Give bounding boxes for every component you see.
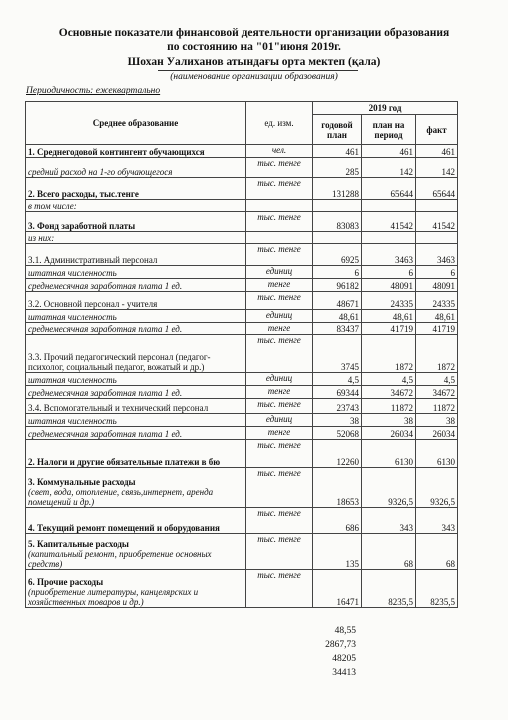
row-annual-plan: 285 — [313, 158, 362, 178]
row-label — [26, 279, 246, 292]
row-label-text: штатная численность — [28, 375, 117, 385]
footer-number: 2867,73 — [325, 640, 356, 650]
row-unit: единиц — [246, 373, 313, 386]
row-fact: 4,5 — [416, 373, 458, 386]
row-label — [26, 414, 246, 427]
row-annual-plan: 6925 — [313, 244, 362, 266]
row-annual-plan: 12260 — [313, 440, 362, 468]
row-fact: 343 — [416, 508, 458, 534]
row-period-plan: 343 — [362, 508, 416, 534]
report-title-line1: Основные показатели финансовой деятельности организации образования — [58, 27, 450, 39]
table-row — [26, 178, 458, 200]
row-period-plan: 1872 — [362, 335, 416, 373]
row-period-plan: 34672 — [362, 386, 416, 399]
row-fact: 6 — [416, 266, 458, 279]
row-fact: 9326,5 — [416, 468, 458, 508]
row-fact: 65644 — [416, 178, 458, 200]
organization-name: Шохан Уалиханов атындағы орта мектеп (қала) — [127, 56, 381, 68]
header-year: 2019 год — [313, 102, 458, 115]
row-annual-plan: 18653 — [313, 468, 362, 508]
row-label — [26, 335, 246, 373]
row-unit: тыс. тенге — [246, 292, 313, 310]
table-row — [26, 386, 458, 399]
table-row — [26, 323, 458, 335]
periodicity: Периодичность: ежеквартально — [26, 86, 161, 96]
row-label — [26, 468, 246, 508]
table-row — [26, 279, 458, 292]
row-fact — [416, 200, 458, 212]
row-period-plan: 6130 — [362, 440, 416, 468]
row-period-plan: 142 — [362, 158, 416, 178]
table-body — [26, 145, 458, 608]
row-label-text: штатная численность — [28, 268, 117, 278]
row-annual-plan: 3745 — [313, 335, 362, 373]
row-period-plan: 4,5 — [362, 373, 416, 386]
row-unit: тыс. тенге — [246, 508, 313, 534]
table-row — [26, 440, 458, 468]
row-label — [26, 373, 246, 386]
table-row — [26, 212, 458, 232]
row-fact: 142 — [416, 158, 458, 178]
row-period-plan: 11872 — [362, 399, 416, 414]
row-label — [26, 266, 246, 279]
row-period-plan: 41542 — [362, 212, 416, 232]
row-label-text: 3. Фонд заработной платы — [28, 221, 136, 231]
row-period-plan: 6 — [362, 266, 416, 279]
row-label — [26, 440, 246, 468]
row-fact: 8235,5 — [416, 570, 458, 608]
row-label — [26, 399, 246, 414]
row-unit: тыс. тенге — [246, 212, 313, 232]
row-annual-plan — [313, 232, 362, 244]
row-label-text: 3. Коммунальные расходы — [28, 477, 136, 487]
row-label — [26, 244, 246, 266]
row-unit: тыс. тенге — [246, 399, 313, 414]
row-annual-plan: 52068 — [313, 427, 362, 440]
row-annual-plan: 686 — [313, 508, 362, 534]
table-row — [26, 427, 458, 440]
row-label — [26, 200, 246, 212]
table-row — [26, 414, 458, 427]
row-fact: 26034 — [416, 427, 458, 440]
row-period-plan: 41719 — [362, 323, 416, 335]
row-label-text: 3.3. Прочий педагогический персонал (педагог-психолог, социальный педагог, вожатый и др.) — [28, 352, 211, 372]
header-annual-plan: годовой план — [313, 115, 362, 145]
row-fact: 34672 — [416, 386, 458, 399]
row-period-plan: 9326,5 — [362, 468, 416, 508]
row-period-plan: 461 — [362, 145, 416, 158]
header-name: Среднее образование — [26, 102, 246, 145]
row-fact: 11872 — [416, 399, 458, 414]
row-label — [26, 212, 246, 232]
table-row — [26, 399, 458, 414]
table-row — [26, 266, 458, 279]
row-annual-plan: 38 — [313, 414, 362, 427]
table-row — [26, 158, 458, 178]
row-period-plan — [362, 232, 416, 244]
row-label-text: средний расход на 1-го обучающегося — [28, 167, 173, 177]
row-period-plan: 65644 — [362, 178, 416, 200]
row-fact: 41719 — [416, 323, 458, 335]
row-label-text: 1. Среднегодовой контингент обучающихся — [28, 147, 205, 157]
row-label-text: среднемесячная заработная плата 1 ед. — [28, 281, 183, 291]
row-unit: тенге — [246, 386, 313, 399]
row-unit: тыс. тенге — [246, 244, 313, 266]
row-unit: тыс. тенге — [246, 440, 313, 468]
row-fact: 24335 — [416, 292, 458, 310]
row-label — [26, 323, 246, 335]
header-period-plan: план на период — [362, 115, 416, 145]
row-fact: 48091 — [416, 279, 458, 292]
row-label-text: среднемесячная заработная плата 1 ед. — [28, 324, 183, 334]
row-annual-plan: 6 — [313, 266, 362, 279]
row-fact: 461 — [416, 145, 458, 158]
table-row — [26, 200, 458, 212]
row-unit: единиц — [246, 266, 313, 279]
table-row — [26, 292, 458, 310]
row-unit — [246, 232, 313, 244]
row-annual-plan: 69344 — [313, 386, 362, 399]
row-unit: тыс. тенге — [246, 570, 313, 608]
table-row — [26, 244, 458, 266]
header-fact: факт — [416, 115, 458, 145]
row-fact — [416, 232, 458, 244]
row-unit: тыс. тенге — [246, 335, 313, 373]
row-fact: 6130 — [416, 440, 458, 468]
row-unit: чел. — [246, 145, 313, 158]
report-title-date: по состоянию на "01"июня 2019г. — [167, 41, 341, 53]
row-label-text: 4. Текущий ремонт помещений и оборудования — [28, 523, 220, 533]
row-fact: 38 — [416, 414, 458, 427]
row-unit — [246, 200, 313, 212]
row-fact: 1872 — [416, 335, 458, 373]
row-label — [26, 178, 246, 200]
row-label — [26, 570, 246, 608]
header-unit: ед. изм. — [246, 102, 313, 145]
row-label — [26, 310, 246, 323]
table-row — [26, 310, 458, 323]
row-unit: тенге — [246, 279, 313, 292]
row-label-text: из них: — [28, 233, 55, 243]
row-period-plan: 24335 — [362, 292, 416, 310]
row-label — [26, 386, 246, 399]
row-label-note: (капитальный ремонт, приобретение основных средств) — [28, 549, 212, 569]
row-period-plan: 68 — [362, 534, 416, 570]
row-annual-plan: 16471 — [313, 570, 362, 608]
row-label-text: 3.2. Основной персонал - учителя — [28, 299, 158, 309]
table-row — [26, 145, 458, 158]
row-label — [26, 427, 246, 440]
table-row — [26, 534, 458, 570]
row-fact: 68 — [416, 534, 458, 570]
row-annual-plan: 461 — [313, 145, 362, 158]
row-label — [26, 145, 246, 158]
row-unit: единиц — [246, 414, 313, 427]
table-row — [26, 570, 458, 608]
row-period-plan — [362, 200, 416, 212]
row-unit: тыс. тенге — [246, 534, 313, 570]
table-row — [26, 508, 458, 534]
row-fact: 3463 — [416, 244, 458, 266]
row-annual-plan — [313, 200, 362, 212]
row-label-text: штатная численность — [28, 416, 117, 426]
row-label-text: штатная численность — [28, 312, 117, 322]
footer-number: 48205 — [332, 654, 356, 664]
row-period-plan: 26034 — [362, 427, 416, 440]
table-row — [26, 373, 458, 386]
row-label-text: в том числе: — [28, 201, 77, 211]
row-unit: тенге — [246, 427, 313, 440]
footer-number: 34413 — [332, 668, 356, 678]
row-annual-plan: 135 — [313, 534, 362, 570]
row-unit: тыс. тенге — [246, 178, 313, 200]
row-label-text: 3.4. Вспомогательный и технический персонал — [28, 403, 209, 413]
row-annual-plan: 131288 — [313, 178, 362, 200]
row-label-text: 5. Капитальные расходы — [28, 539, 129, 549]
row-label-text: 2. Налоги и другие обязательные платежи в бю — [28, 457, 221, 467]
row-label — [26, 158, 246, 178]
row-label-note: (свет, вода, отопление, связь,интернет, аренда помещений и др.) — [28, 487, 214, 507]
row-annual-plan: 48,61 — [313, 310, 362, 323]
financial-table — [25, 101, 458, 608]
row-label — [26, 508, 246, 534]
row-annual-plan: 83437 — [313, 323, 362, 335]
row-period-plan: 38 — [362, 414, 416, 427]
footer-number: 48,55 — [334, 626, 356, 636]
row-period-plan: 8235,5 — [362, 570, 416, 608]
row-period-plan: 48,61 — [362, 310, 416, 323]
row-unit: тенге — [246, 323, 313, 335]
organization-caption: (наименование организации образования) — [170, 72, 338, 82]
row-annual-plan: 96182 — [313, 279, 362, 292]
row-unit: тыс. тенге — [246, 468, 313, 508]
organization-underline — [158, 70, 358, 71]
row-label-text: среднемесячная заработная плата 1 ед. — [28, 388, 183, 398]
row-label-text: 3.1. Административный персонал — [28, 255, 158, 265]
row-fact: 48,61 — [416, 310, 458, 323]
row-label-note: (приобретение литературы, канцелярских и хозяйственных товаров и др.) — [28, 587, 199, 607]
row-fact: 41542 — [416, 212, 458, 232]
row-annual-plan: 23743 — [313, 399, 362, 414]
row-label — [26, 534, 246, 570]
row-unit: тыс. тенге — [246, 158, 313, 178]
row-annual-plan: 4,5 — [313, 373, 362, 386]
row-label-text: 2. Всего расходы, тыс.тенге — [28, 189, 139, 199]
table-row — [26, 232, 458, 244]
table-row — [26, 468, 458, 508]
row-label-text: среднемесячная заработная плата 1 ед. — [28, 429, 183, 439]
row-period-plan: 3463 — [362, 244, 416, 266]
row-period-plan: 48091 — [362, 279, 416, 292]
row-annual-plan: 48671 — [313, 292, 362, 310]
row-label — [26, 292, 246, 310]
row-annual-plan: 83083 — [313, 212, 362, 232]
row-label-text: 6. Прочие расходы — [28, 577, 104, 587]
row-label — [26, 232, 246, 244]
table-row — [26, 335, 458, 373]
row-unit: единиц — [246, 310, 313, 323]
